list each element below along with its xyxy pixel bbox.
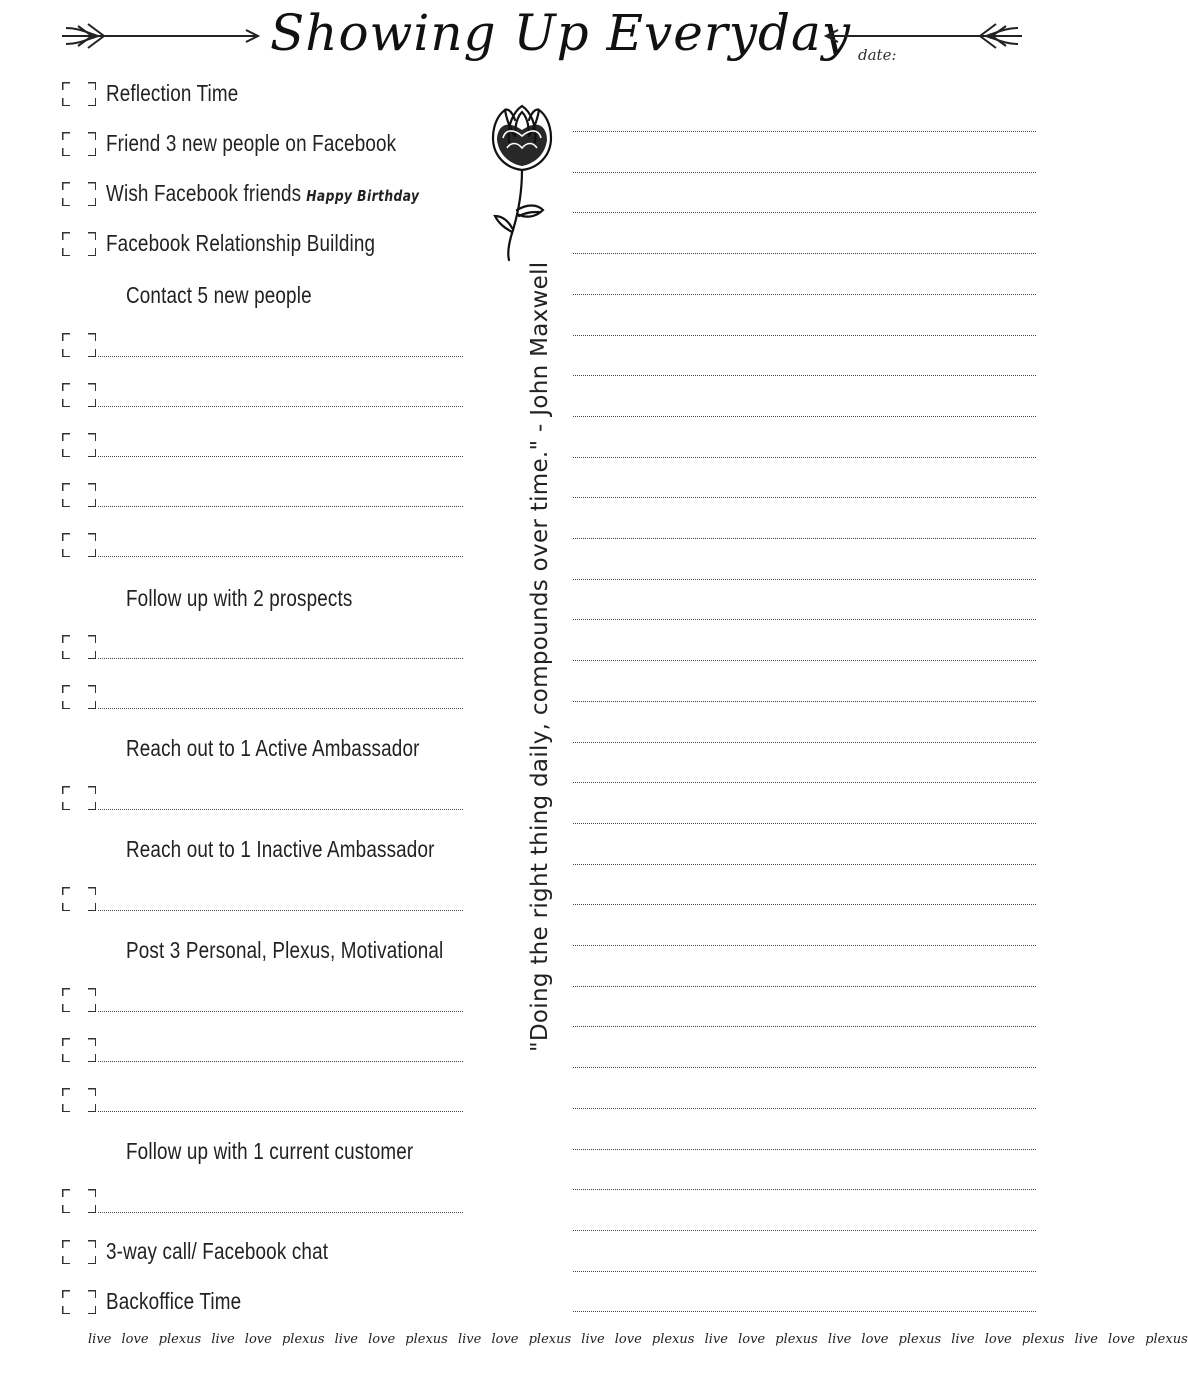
write-line[interactable]	[98, 910, 463, 911]
write-line[interactable]	[98, 809, 463, 810]
right-arrow-icon	[822, 16, 1027, 56]
write-line[interactable]	[98, 1212, 463, 1213]
checkbox[interactable]	[62, 82, 96, 106]
checkbox[interactable]	[62, 786, 96, 810]
notes-line[interactable]	[573, 823, 1036, 824]
quote-text: "Doing the right thing daily, compounds over time." - John Maxwell	[527, 261, 553, 1052]
checkbox[interactable]	[62, 988, 96, 1012]
notes-line[interactable]	[573, 538, 1036, 539]
checkbox[interactable]	[62, 1290, 96, 1314]
notes-line[interactable]	[573, 457, 1036, 458]
write-line[interactable]	[98, 456, 463, 457]
write-line[interactable]	[98, 658, 463, 659]
section-active-ambassador: Reach out to 1 Active Ambassador	[126, 735, 420, 761]
checkbox[interactable]	[62, 1038, 96, 1062]
task-label-text: Wish Facebook friends	[106, 180, 302, 206]
notes-line[interactable]	[573, 1026, 1036, 1027]
notes-line[interactable]	[573, 986, 1036, 987]
write-line[interactable]	[98, 1061, 463, 1062]
checkbox[interactable]	[62, 635, 96, 659]
task-label: Backoffice Time	[106, 1288, 242, 1314]
footer-text: live love plexus live love plexus live love plexus live love plexus live love plexus live love plexus live love plexus live love plexus live love plexus	[88, 1332, 1188, 1347]
notes-line[interactable]	[573, 864, 1036, 865]
checkbox[interactable]	[62, 182, 96, 206]
date-label: date:	[858, 46, 897, 64]
notes-line[interactable]	[573, 375, 1036, 376]
notes-line[interactable]	[573, 1149, 1036, 1150]
write-line[interactable]	[98, 406, 463, 407]
notes-line[interactable]	[573, 1311, 1036, 1312]
write-line[interactable]	[98, 356, 463, 357]
section-follow-up: Follow up with 2 prospects	[126, 585, 353, 611]
checkbox[interactable]	[62, 887, 96, 911]
checkbox[interactable]	[62, 533, 96, 557]
notes-line[interactable]	[573, 416, 1036, 417]
checkbox[interactable]	[62, 1240, 96, 1264]
notes-line[interactable]	[573, 619, 1036, 620]
task-label-wish	[106, 180, 419, 207]
checkbox[interactable]	[62, 433, 96, 457]
notes-line[interactable]	[573, 701, 1036, 702]
notes-line[interactable]	[573, 131, 1036, 132]
notes-line[interactable]	[573, 945, 1036, 946]
notes-line[interactable]	[573, 1230, 1036, 1231]
notes-line[interactable]	[573, 1271, 1036, 1272]
left-arrow-icon	[58, 16, 263, 56]
checkbox[interactable]	[62, 383, 96, 407]
write-line[interactable]	[98, 708, 463, 709]
notes-line[interactable]	[573, 497, 1036, 498]
write-line[interactable]	[98, 506, 463, 507]
section-contact: Contact 5 new people	[126, 282, 312, 308]
checkbox[interactable]	[62, 1088, 96, 1112]
checkbox[interactable]	[62, 132, 96, 156]
notes-line[interactable]	[573, 742, 1036, 743]
notes-line[interactable]	[573, 253, 1036, 254]
task-label: Friend 3 new people on Facebook	[106, 130, 397, 156]
happy-birthday-text: Happy Birthday	[306, 187, 420, 205]
section-post: Post 3 Personal, Plexus, Motivational	[126, 937, 444, 963]
section-inactive-ambassador: Reach out to 1 Inactive Ambassador	[126, 836, 435, 862]
task-label: Reflection Time	[106, 80, 239, 106]
notes-line[interactable]	[573, 579, 1036, 580]
notes-line[interactable]	[573, 660, 1036, 661]
section-customer: Follow up with 1 current customer	[126, 1138, 414, 1164]
notes-line[interactable]	[573, 172, 1036, 173]
notes-line[interactable]	[573, 1189, 1036, 1190]
notes-line[interactable]	[573, 904, 1036, 905]
task-label: Facebook Relationship Building	[106, 230, 376, 256]
task-label: 3-way call/ Facebook chat	[106, 1238, 329, 1264]
notes-line[interactable]	[573, 782, 1036, 783]
notes-line[interactable]	[573, 335, 1036, 336]
checkbox[interactable]	[62, 483, 96, 507]
checkbox[interactable]	[62, 232, 96, 256]
notes-line[interactable]	[573, 1108, 1036, 1109]
write-line[interactable]	[98, 1111, 463, 1112]
checkbox[interactable]	[62, 685, 96, 709]
checkbox[interactable]	[62, 1189, 96, 1213]
notes-line[interactable]	[573, 294, 1036, 295]
checkbox[interactable]	[62, 333, 96, 357]
flower-icon	[485, 100, 560, 265]
notes-line[interactable]	[573, 1067, 1036, 1068]
page-title: Showing Up Everyday	[270, 4, 852, 62]
write-line[interactable]	[98, 556, 463, 557]
notes-line[interactable]	[573, 212, 1036, 213]
write-line[interactable]	[98, 1011, 463, 1012]
